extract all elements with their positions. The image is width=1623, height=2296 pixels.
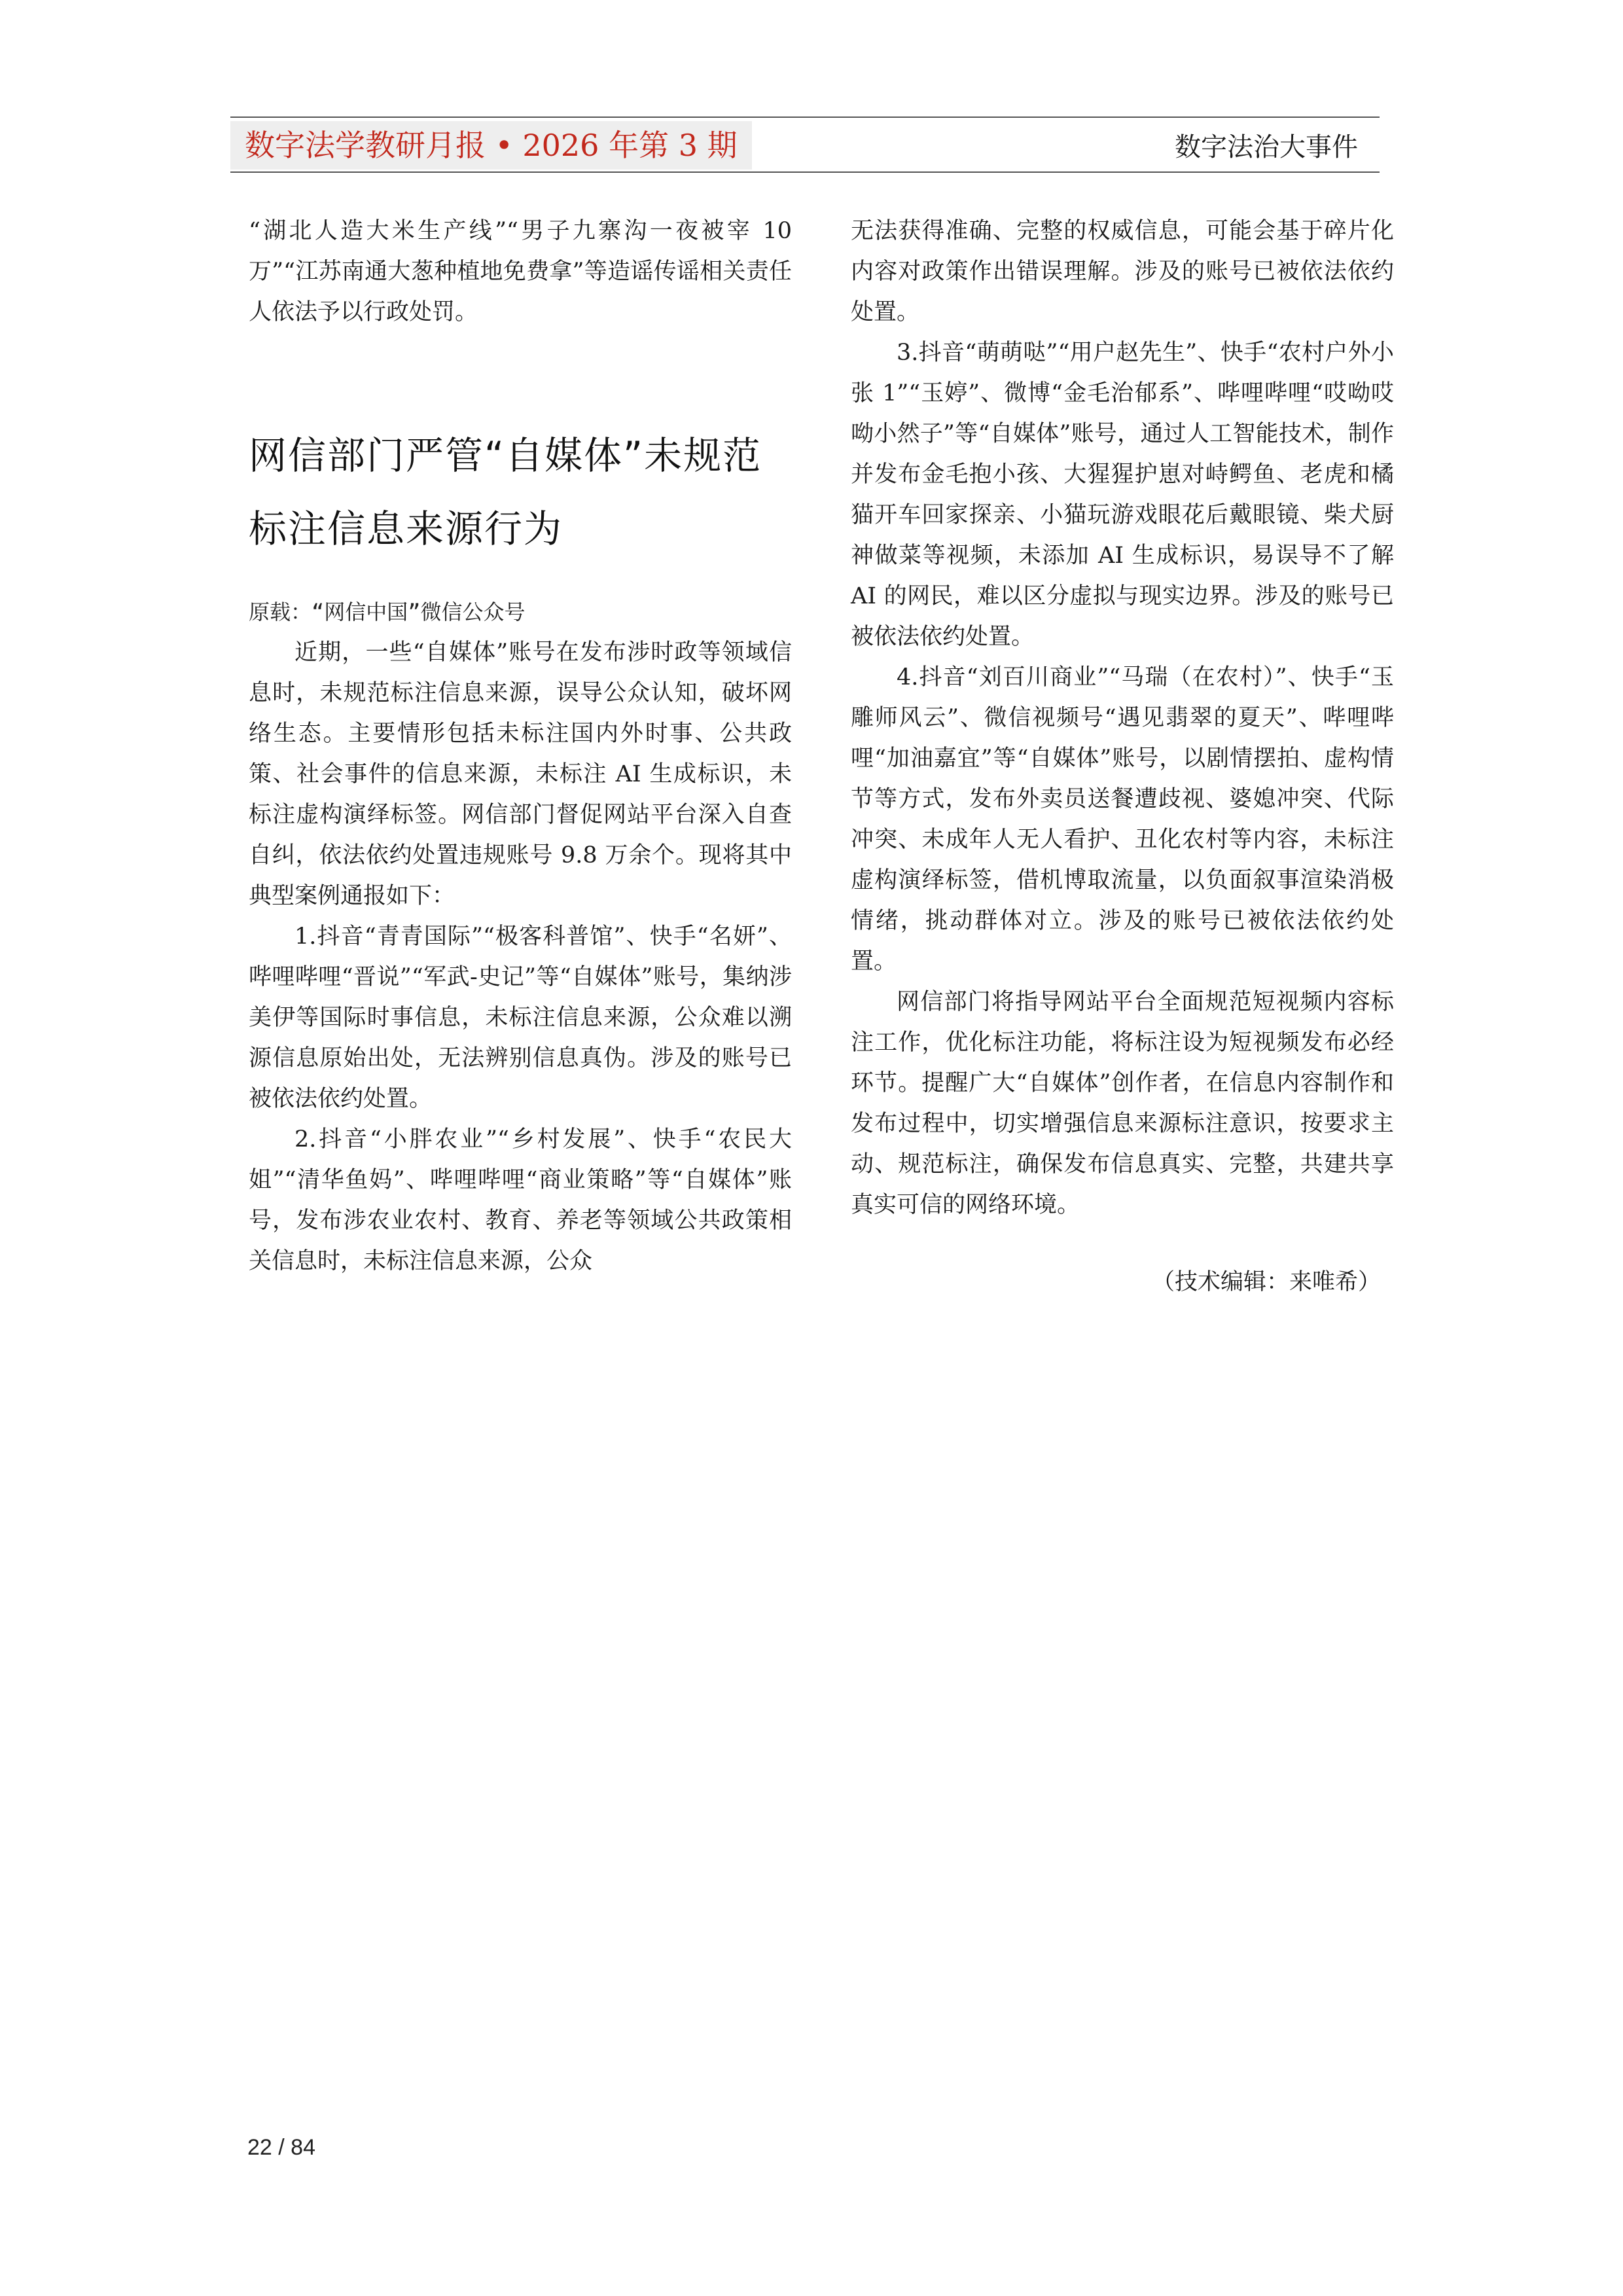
- left-column: [249, 211, 792, 1282]
- article-title: 网信部门严管“自媒体”未规范标注信息来源行为: [249, 433, 762, 551]
- article-source: 原载：“网信中国”微信公众号: [249, 600, 526, 624]
- body-paragraph: 2.抖音“小胖农业”“乡村发展”、快手“农民大姐”“清华鱼妈”、哔哩哔哩“商业策略”等“自媒体”账号，发布涉农业农村、教育、养老等领域公共政策相关信息时，未标注信息来源，公众: [249, 1126, 792, 1274]
- body-paragraph: 3.抖音“萌萌哒”“用户赵先生”、快手“农村户外小张 1”“玉婷”、微博“金毛治郁系”、哔哩哔哩“哎呦哎呦小然子”等“自媒体”账号，通过人工智能技术，制作并发布金毛抱小孩、大猩猩护崽对峙鳄鱼、老虎和橘猫开车回家探亲、小猫玩游戏眼花后戴眼镜、柴犬厨神做菜等视频，未添加 AI 生成标识，易误导不了解 AI 的网民，难以区分虚拟与现实边界。涉及的账号已被依法依约处置。: [851, 340, 1394, 650]
- body-paragraph: 网信部门将指导网站平台全面规范短视频内容标注工作，优化标注功能，将标注设为短视频发布必经环节。提醒广大“自媒体”创作者，在信息内容制作和发布过程中，切实增强信息来源标注意识，按要求主动、规范标注，确保发布信息真实、完整，共建共享真实可信的网络环境。: [851, 989, 1394, 1218]
- right-column: [851, 211, 1394, 1302]
- body-paragraph: 无法获得准确、完整的权威信息，可能会基于碎片化内容对政策作出错误理解。涉及的账号已被依法依约处置。: [851, 218, 1394, 325]
- section-name: 数字法治大事件: [1175, 132, 1358, 162]
- body-paragraph: 4.抖音“刘百川商业”“马瑞（在农村）”、快手“玉雕师风云”、微信视频号“遇见翡翠的夏天”、哔哩哔哩“加油嘉宜”等“自媒体”账号，以剧情摆拍、虚构情节等方式，发布外卖员送餐遭歧视、婆媳冲突、代际冲突、未成年人无人看护、丑化农村等内容，未标注虚构演绎标签，借机博取流量，以负面叙事渲染消极情绪，挑动群体对立。涉及的账号已被依法依约处置。: [851, 664, 1394, 975]
- technical-editor: （技术编辑：来唯希）: [1151, 1269, 1381, 1295]
- continued-paragraph: “湖北人造大米生产线”“男子九寨沟一夜被宰 10 万”“江苏南通大葱种植地免费拿”等造谣传谣相关责任人依法予以行政处罚。: [249, 218, 792, 325]
- page-number: 22 / 84: [247, 2135, 315, 2160]
- body-paragraph: 近期，一些“自媒体”账号在发布涉时政等领域信息时，未规范标注信息来源，误导公众认知，破坏网络生态。主要情形包括未标注国内外时事、公共政策、社会事件的信息来源，未标注 AI 生成标识，未标注虚构演绎标签。网信部门督促网站平台深入自查自纠，依法依约处置违规账号 9.8 万余个。现将其中典型案例通报如下：: [249, 639, 792, 909]
- header-top-rule: [230, 117, 1380, 118]
- journal-title: 数字法学教研月报 • 2026 年第 3 期: [230, 121, 752, 170]
- body-paragraph: 1.抖音“青青国际”“极客科普馆”、快手“名妍”、哔哩哔哩“晋说”“军武-史记”等“自媒体”账号，集纳涉美伊等国际时事信息，未标注信息来源，公众难以溯源信息原始出处，无法辨别信息真伪。涉及的账号已被依法依约处置。: [249, 924, 792, 1112]
- header-bottom-rule: [230, 171, 1380, 173]
